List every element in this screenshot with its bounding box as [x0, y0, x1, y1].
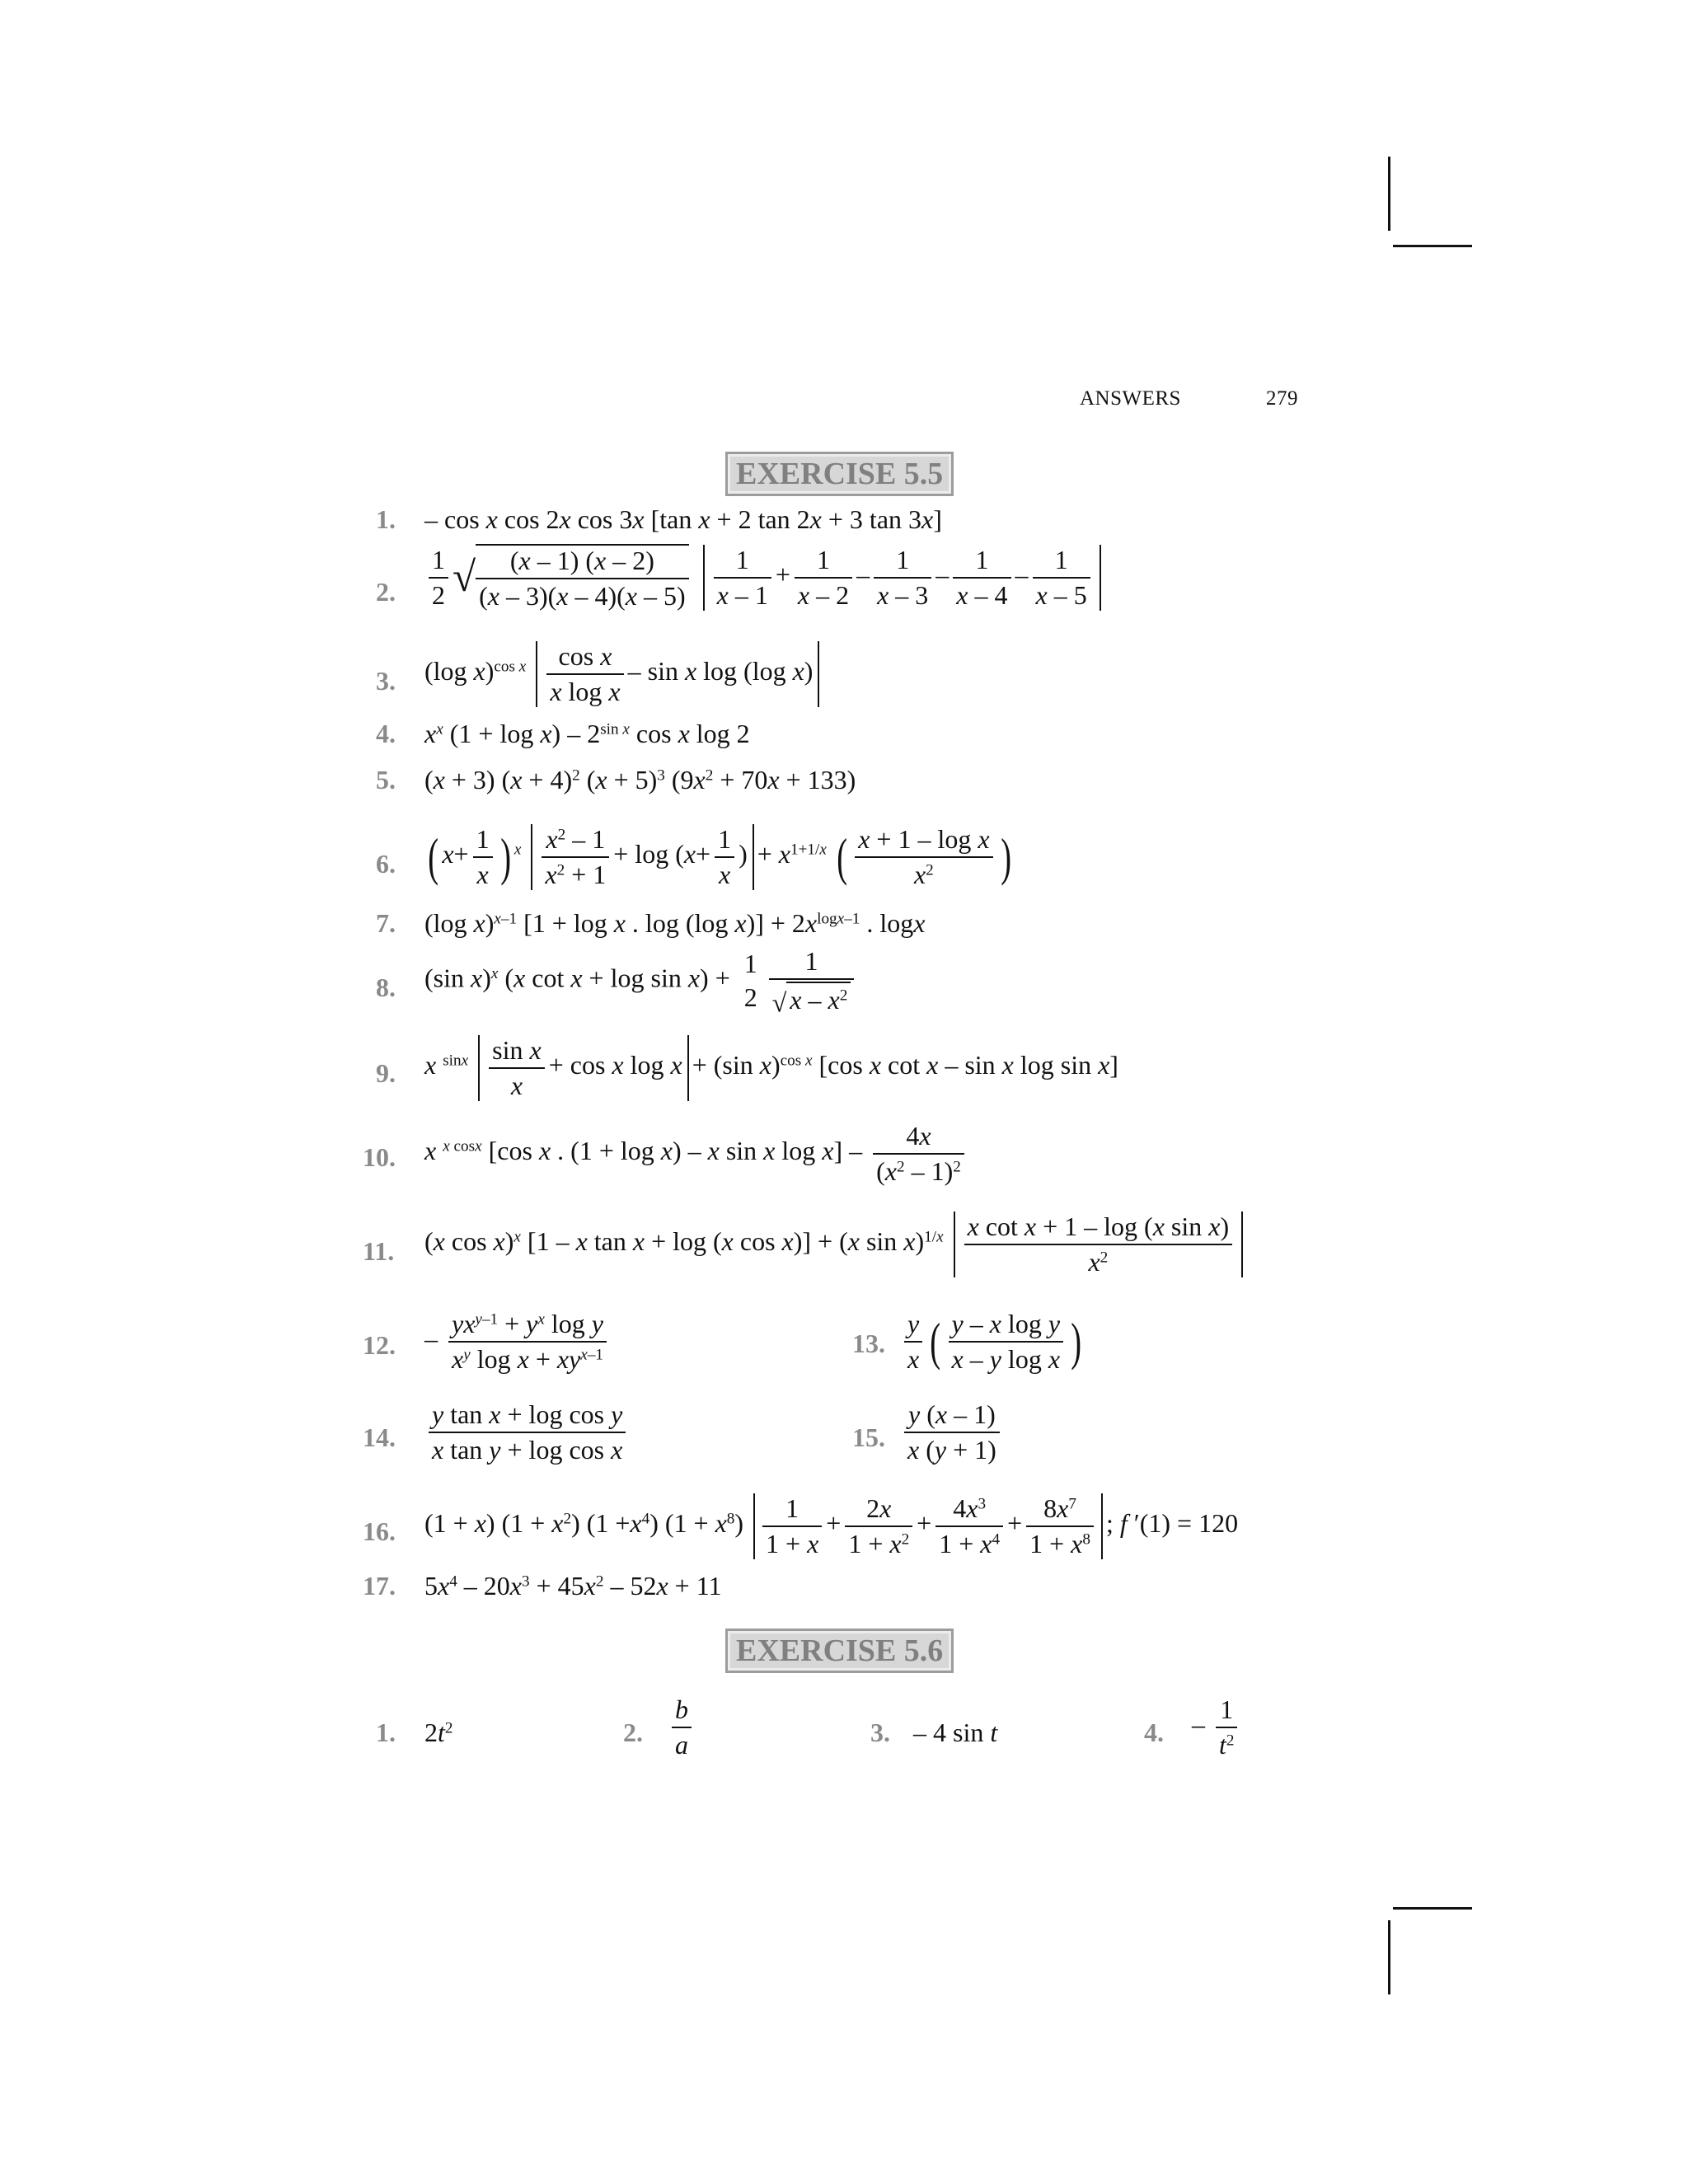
running-header: ANSWERS [1080, 387, 1181, 410]
answer-number-1: 1. [376, 504, 396, 534]
answer-number-11: 11. [363, 1236, 395, 1266]
answer-16: (1 + x) $(1 + x^2)$ $(1 +x^4)$ $(1 + x^8)$ $\frac{1}{1 + x}$ + $\frac{2x}{1 + x^2}$ + $\frac{4x^3}{1 + x^4}$ + $\frac{8x^7}{1 + x^8}$ ; f ′(1) = 120 [424, 1493, 1239, 1558]
answer-8: (sin x)$^x$ (x cot x + log sin x) + 1 2 $\frac{1}{√ x - x^2}$ [424, 946, 858, 1015]
ex56-answer-number-4: 4. [1144, 1718, 1164, 1747]
answer-number-12: 12. [363, 1330, 396, 1360]
answer-number-7: 7. [376, 908, 396, 938]
answer-6: ( x+ $\frac{1}{x}$ ) $^x$ $\frac{x^2 - 1}{x^2 + 1}$ + log (x+ $\frac{1}{x}$ )+ $x^{1+1/x}$ ( $\frac{\text{x + 1 – log x}}{x^2}$ ) [428, 824, 1011, 889]
answer-17: $5x^4 - 20x^3 + 45x^2 - 52x + 11$ [424, 1571, 722, 1601]
answer-number-2: 2. [376, 577, 396, 607]
crop-mark-top-horizontal [1393, 245, 1472, 247]
exercise-5-5-heading: EXERCISE 5.5 [725, 452, 954, 496]
answer-7: (log x)$^{x-1}$ [1 + log x . log (log $x)] + 2x^{logx-1}$ . logx [424, 908, 926, 938]
ex56-answer-number-1: 1. [376, 1718, 396, 1747]
answer-number-4: 4. [376, 719, 396, 748]
answer-number-8: 8. [376, 972, 396, 1002]
answer-number-17: 17. [363, 1571, 396, 1601]
ex56-answer-2: $\frac{b}{a}$ [668, 1694, 696, 1760]
answer-9: x $^{sinx}$ $\frac{\text{sin x}}{x}$ + cos x log x + (sin x)$^{cos x}$ [cos x cot x – sin x log sin x] [424, 1035, 1118, 1100]
answer-5: (x + 3) $(x + 4)^2$ $(x + 5)^3$ $(9x^2 + 70x + 133)$ [424, 765, 856, 794]
page-number: 279 [1266, 387, 1298, 410]
exercise-5-6-heading: EXERCISE 5.6 [725, 1629, 954, 1673]
answer-3: (log x)$^{cos x}$ $\frac{\text{cos x}}{\text{x log x}}$ – sin x log (log x) [424, 641, 823, 707]
ex56-answer-4: – $\frac{1}{t^2}$ [1192, 1694, 1241, 1760]
answer-number-6: 6. [376, 849, 396, 879]
ex56-answer-number-3: 3. [870, 1718, 890, 1747]
answer-4: $x^x$ $(1 + \log x) - 2^{sin x}$ cos x log 2 [424, 719, 750, 748]
answer-12: – $\frac{yx^{y-1} + y^x \log y}{x^y \log x + xy^{x-1}}$ [424, 1309, 611, 1375]
ex56-answer-1: $2t^2$ [424, 1718, 453, 1747]
answer-2: $\frac{1}{2}$ √ $\frac{(x - 1) (x - 2)}{(x - 3)(x - 4)(x - 5)}$ $\frac{1}{x - 1}$ + $\frac{1}{x - 2}$ – $\frac{1}{x - 3}$ – $\frac{1}{x - 4}$ – $\frac{1}{x - 5}$ [424, 544, 1104, 612]
answer-number-9: 9. [376, 1058, 396, 1088]
answer-1: – cos x cos 2x cos 3x [tan x + 2 tan 2x + 3 tan 3x] [424, 504, 942, 534]
answer-10: x $^{x cosx}$ [cos x . (1 + log x) – x sin x log x] – $\frac{4x}{(x^2 - 1)^2}$ [424, 1121, 968, 1187]
crop-mark-bottom-horizontal [1393, 1907, 1472, 1910]
answer-number-13: 13. [852, 1329, 885, 1358]
answer-14: $\frac{\text{y tan x + log cos y}}{\text{x tan y + log cos x}}$ [424, 1399, 630, 1465]
crop-mark-bottom-vertical [1388, 1920, 1390, 1994]
answer-number-5: 5. [376, 765, 396, 794]
answer-11: (x cos x)$^x$ [1 – x tan x + log (x cos x)] + (x sin x)$^{1/x}$ $\frac{\text{x cot x + 1 – log (x sin x)}}{x^2}$ [424, 1212, 1246, 1277]
answer-number-15: 15. [852, 1422, 885, 1452]
answer-number-14: 14. [363, 1422, 396, 1452]
answer-15: $\frac{y (x - 1)}{x (y + 1)}$ [900, 1399, 1004, 1465]
ex56-answer-3: – 4 sin t [913, 1718, 998, 1747]
answer-number-3: 3. [376, 666, 396, 696]
ex56-answer-number-2: 2. [623, 1718, 643, 1747]
answer-13: $\frac{y}{x}$ ( $\frac{\text{y – x log y}}{\text{x – y log x}}$ ) [900, 1309, 1085, 1375]
answer-number-16: 16. [363, 1516, 396, 1546]
crop-mark-top-vertical [1388, 157, 1390, 231]
answer-number-10: 10. [363, 1142, 396, 1172]
